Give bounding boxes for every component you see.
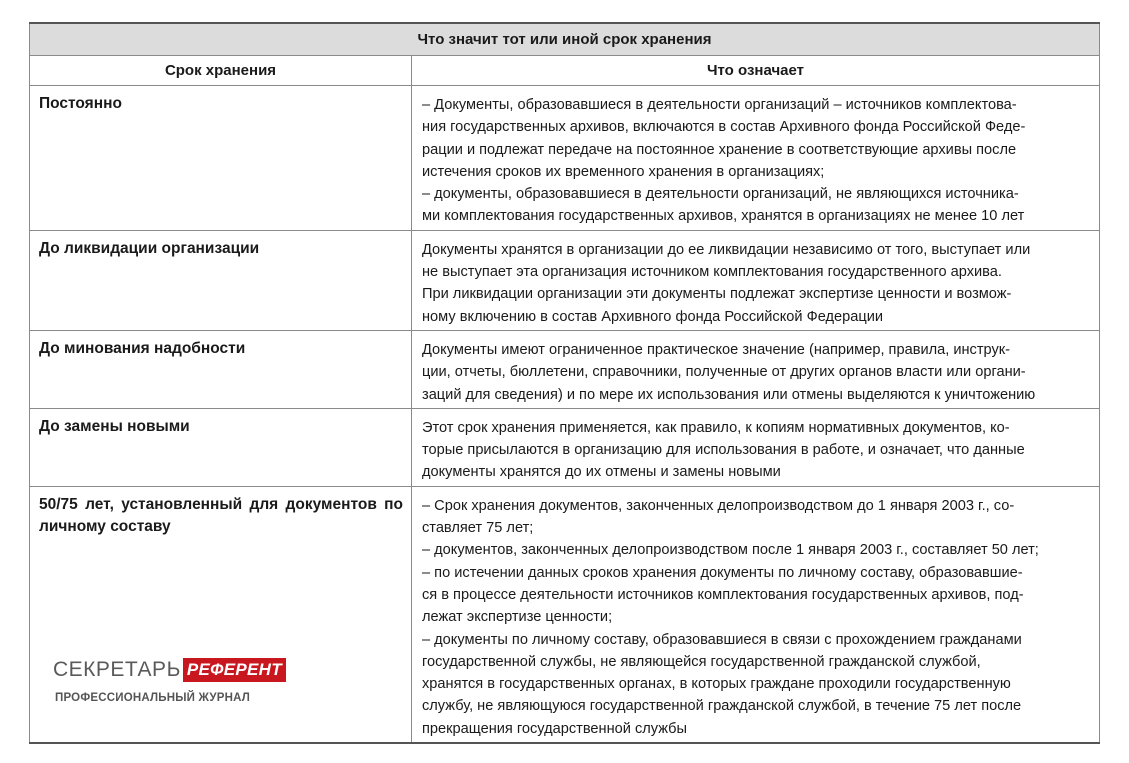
meaning-line: ми комплектования государственных архивов, хранятся в организациях не менее 10 лет xyxy=(422,208,1025,225)
meaning-line: документы хранятся до их отмены и замены новыми xyxy=(422,464,781,481)
logo-part-referent: РЕФЕРЕНТ xyxy=(183,658,286,682)
table-row xyxy=(30,230,1100,330)
storage-terms-table xyxy=(29,22,1100,744)
table-title-row xyxy=(30,23,1100,56)
storage-terms-document xyxy=(29,22,1099,744)
table-header-row xyxy=(30,56,1100,86)
meaning-line: ции, отчеты, бюллетени, справочники, полученные от других органов власти или органи- xyxy=(422,364,1026,381)
meaning-cell xyxy=(412,330,1100,408)
meaning-line: ному включению в состав Архивного фонда Российской Федерации xyxy=(422,308,884,325)
meaning-cell xyxy=(412,230,1100,330)
meaning-line: – Документы, образовавшиеся в деятельности организаций – источников комплектова- xyxy=(422,97,1017,113)
table-row xyxy=(30,86,1100,231)
meaning-line: государственной службы, не являющейся государственной гражданской службой, xyxy=(422,653,981,670)
meaning-line: Документы хранятся в организации до ее ликвидации независимо от того, выступает или xyxy=(422,241,1031,258)
term-cell xyxy=(30,486,412,743)
meaning-line: ставляет 75 лет; xyxy=(422,520,534,537)
column-header-meaning: Что означает xyxy=(412,56,1100,86)
meaning-line: истечения сроков их временного хранения в организациях; xyxy=(422,163,825,180)
meaning-line: При ликвидации организации эти документы подлежат экспертизе ценности и возмож- xyxy=(422,286,1012,303)
meaning-line: прекращения государственной службы xyxy=(422,720,688,737)
term-cell: До ликвидации организации xyxy=(30,230,412,330)
meaning-cell xyxy=(412,486,1100,743)
meaning-line: Этот срок хранения применяется, как правило, к копиям нормативных документов, ко- xyxy=(422,419,1010,436)
logo-part-sekretar: СЕКРЕТАРЬ xyxy=(53,657,181,681)
logo-subtitle: ПРОФЕССИОНАЛЬНЫЙ ЖУРНАЛ xyxy=(55,691,251,704)
logo-wordmark xyxy=(53,657,282,682)
table-title: Что значит тот или иной срок хранения xyxy=(30,23,1100,56)
meaning-cell xyxy=(412,86,1100,231)
meaning-line: Документы имеют ограниченное практическое значение (например, правила, инструк- xyxy=(422,341,1011,358)
table-row xyxy=(30,486,1100,743)
term-text: 50/75 лет, установленный для документов по личному составу xyxy=(39,495,403,535)
meaning-line: хранятся в государственных органах, в которых граждане проходили государственную xyxy=(422,676,1011,693)
journal-logo xyxy=(53,657,282,709)
meaning-line: торые присылаются в организацию для использования в работе, и означает, что данные xyxy=(422,442,1025,459)
meaning-line: ния государственных архивов, включаются в состав Архивного фонда Российской Феде- xyxy=(422,119,1026,136)
table-row xyxy=(30,408,1100,486)
meaning-cell xyxy=(412,408,1100,486)
meaning-line: – документы, образовавшиеся в деятельности организаций, не являющихся источника- xyxy=(422,186,1019,203)
meaning-line: службу, не являющуюся государственной гражданской службой, в течение 75 лет после xyxy=(422,698,1022,715)
meaning-line: не выступает эта организация источником комплектования государственного архива. xyxy=(422,264,1002,281)
meaning-line: рации и подлежат передаче на постоянное хранение в соответствующие архивы после xyxy=(422,141,1017,158)
meaning-line: лежат экспертизе ценности; xyxy=(422,609,613,626)
term-cell: До замены новыми xyxy=(30,408,412,486)
term-cell: До минования надобности xyxy=(30,330,412,408)
meaning-line: – по истечении данных сроков хранения документы по личному составу, образовавшие- xyxy=(422,564,1023,581)
term-cell: Постоянно xyxy=(30,86,412,231)
table-row xyxy=(30,330,1100,408)
meaning-line: заций для сведения) и по мере их использования или отмены выделяются к уничтожению xyxy=(422,386,1036,403)
column-header-term: Срок хранения xyxy=(30,56,412,86)
meaning-line: – документы по личному составу, образовавшиеся в связи с прохождением гражданами xyxy=(422,631,1022,648)
meaning-line: ся в процессе деятельности источников комплектования государственных архивов, под- xyxy=(422,586,1024,603)
meaning-line: – Срок хранения документов, законченных делопроизводством до 1 января 2003 г., со- xyxy=(422,497,1015,514)
meaning-line: – документов, законченных делопроизводством после 1 января 2003 г., составляет 50 лет; xyxy=(422,542,1039,559)
